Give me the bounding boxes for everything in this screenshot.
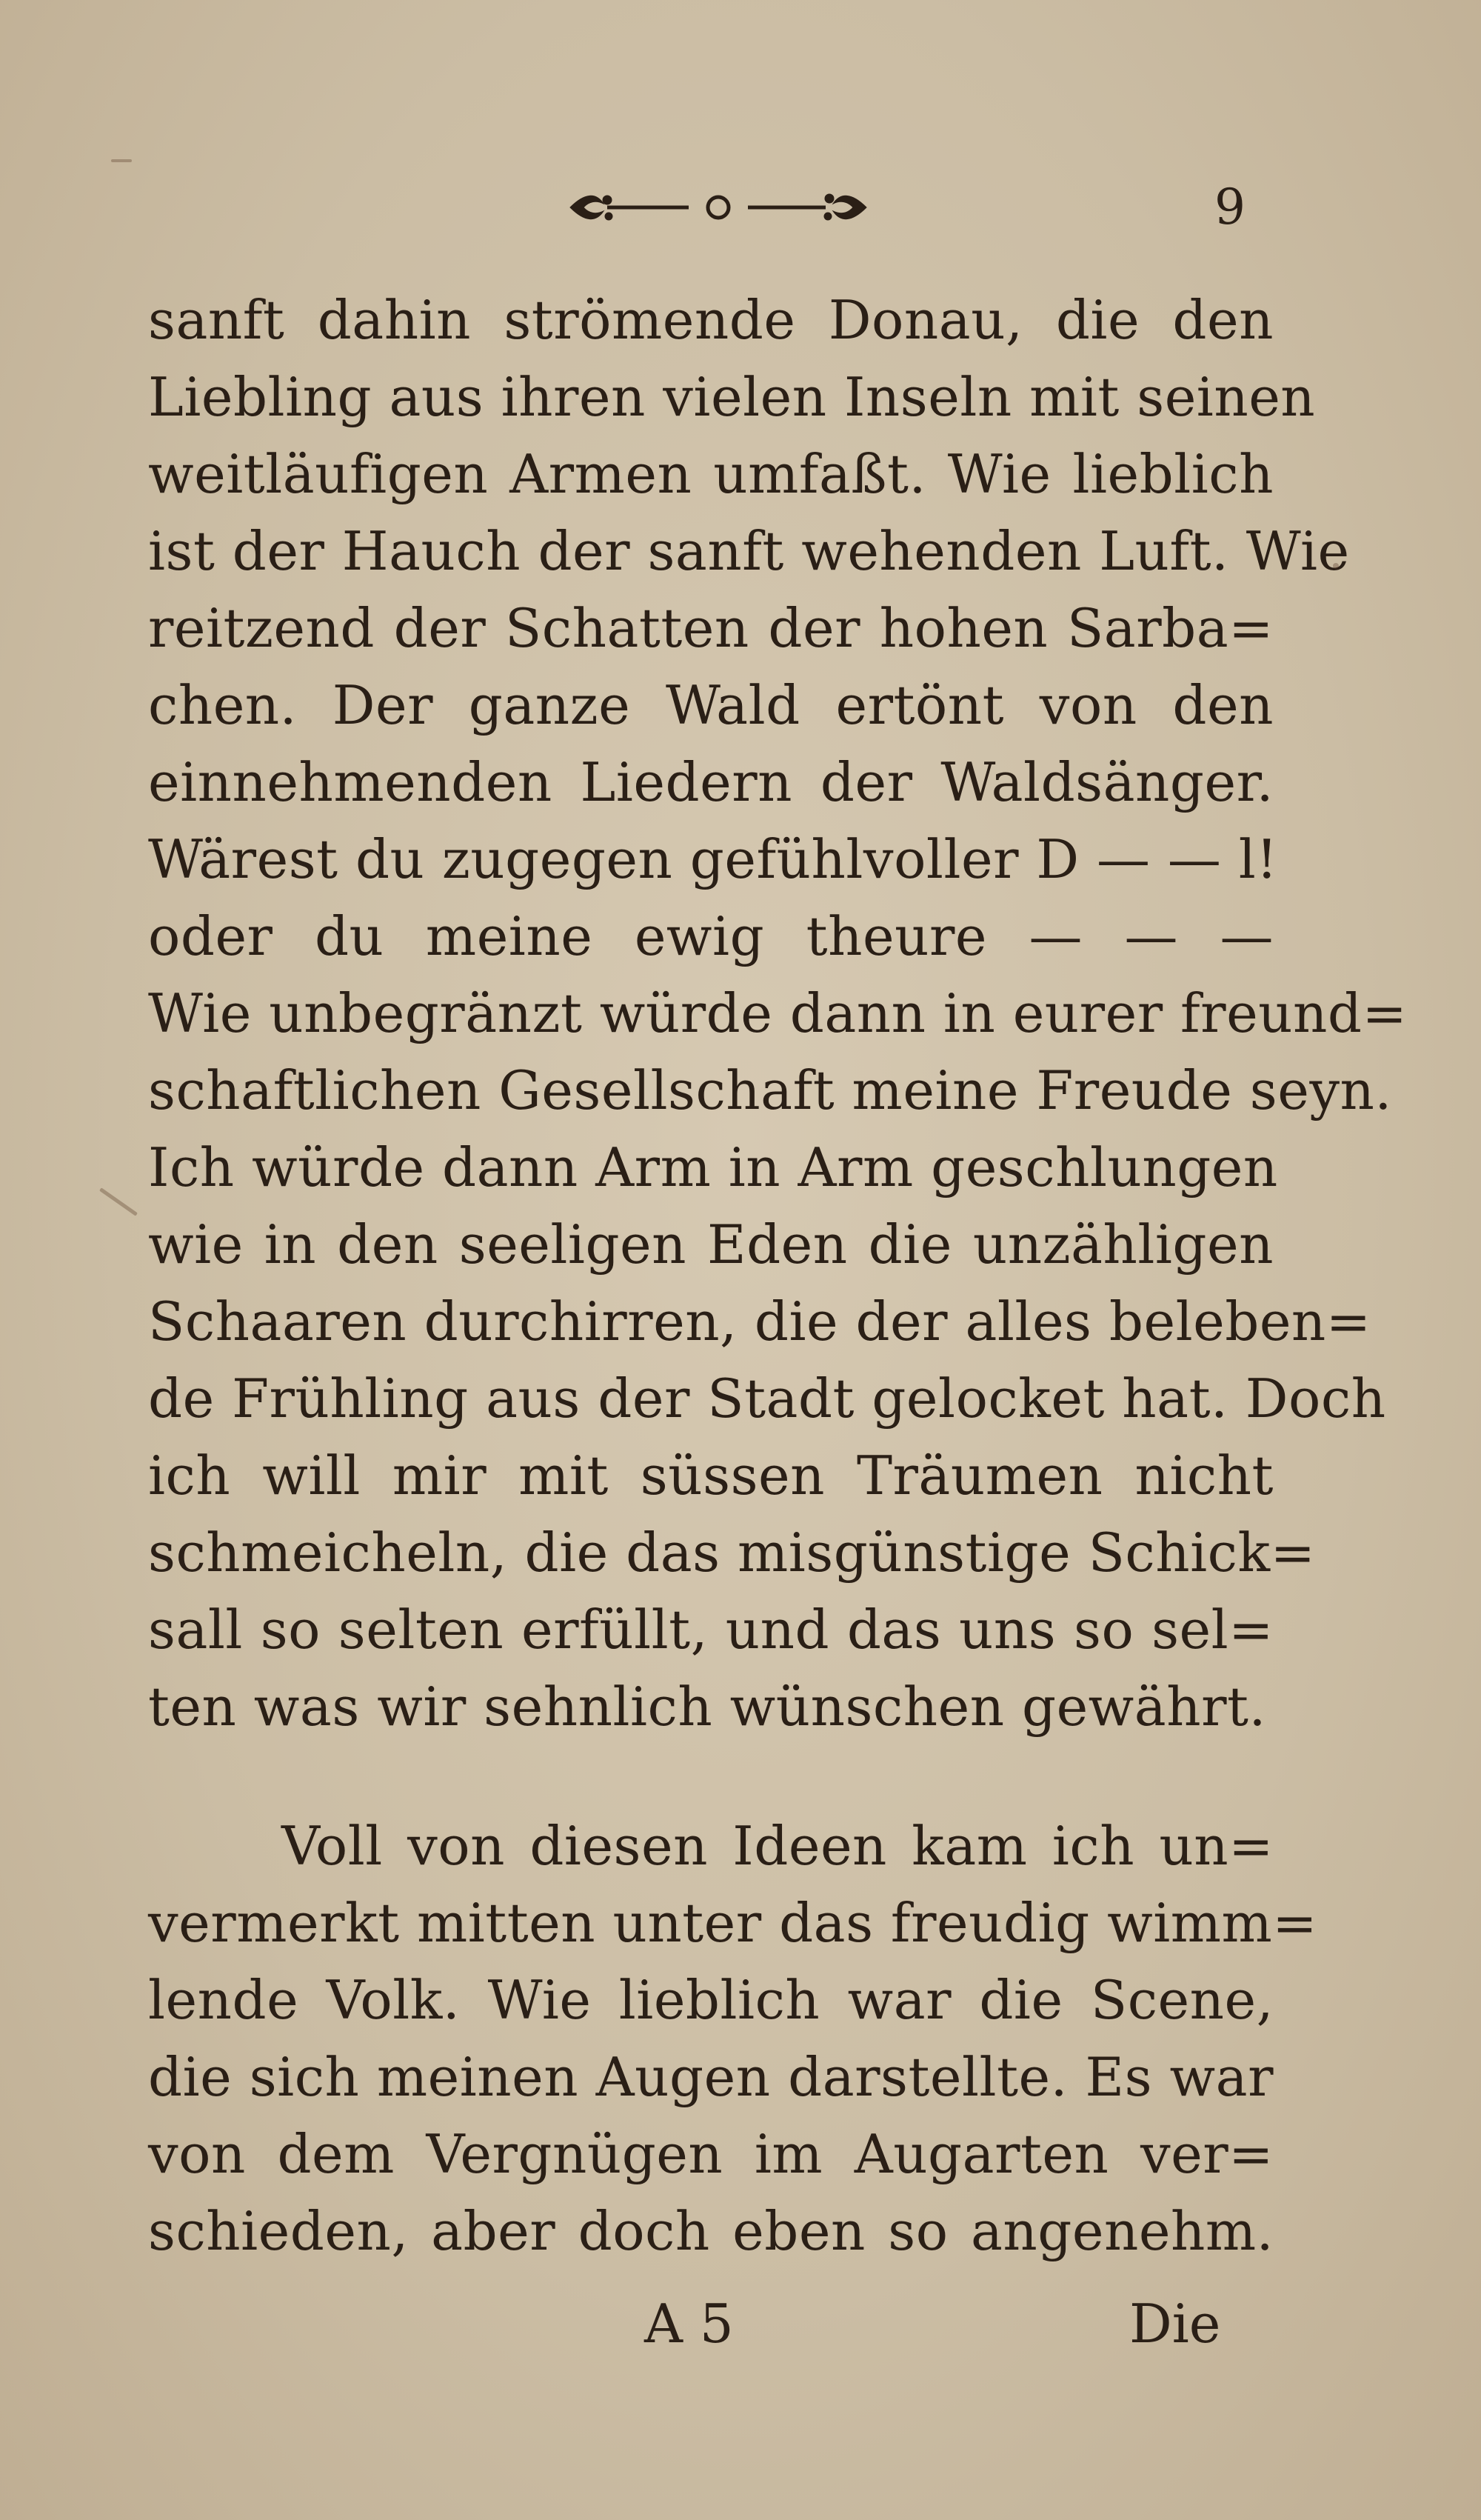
text-line: sall so selten erfüllt, und das uns so sel= xyxy=(148,1599,1274,1661)
text-line: Wie unbegränzt würde dann in eurer freund= xyxy=(148,982,1408,1044)
text-line: schieden, aber doch eben so angenehm. xyxy=(148,2200,1274,2262)
paragraph-2 xyxy=(148,1807,1318,2270)
text-line: lende Volk. Wie lieblich war die Scene, xyxy=(148,1969,1274,2031)
text-line: reitzend der Schatten der hohen Sarba= xyxy=(148,597,1274,659)
text-line: chen. Der ganze Wald ertönt von den xyxy=(148,674,1274,736)
text-line: die sich meinen Augen darstellte. Es war xyxy=(148,2046,1274,2108)
text-line: Wärest du zugegen gefühlvoller D — — l! xyxy=(148,828,1278,890)
catchword: Die xyxy=(1129,2293,1221,2355)
ink-speck xyxy=(1333,563,1339,569)
ink-speck xyxy=(99,1187,138,1216)
text-line: Liebling aus ihren vielen Inseln mit seinen xyxy=(148,366,1316,428)
text-line: de Frühling aus der Stadt gelocket hat. Doch xyxy=(148,1367,1386,1430)
fleuron-ornament-icon xyxy=(563,178,874,237)
page-number: 9 xyxy=(1214,179,1246,236)
signature-mark: A 5 xyxy=(644,2293,734,2355)
paragraph-1 xyxy=(148,281,1408,1745)
text-line: ich will mir mit süssen Träumen nicht xyxy=(148,1444,1274,1507)
ink-speck xyxy=(111,159,132,162)
text-line: Voll von diesen Ideen kam ich un= xyxy=(281,1815,1274,1877)
text-line: einnehmenden Liedern der Waldsänger. xyxy=(148,751,1274,813)
text-line: von dem Vergnügen im Augarten ver= xyxy=(148,2123,1274,2185)
text-line: sanft dahin strömende Donau, die den xyxy=(148,289,1274,351)
text-line: schmeicheln, die das misgünstige Schick= xyxy=(148,1521,1316,1584)
text-line: ist der Hauch der sanft wehenden Luft. Wie xyxy=(148,520,1350,582)
text-line: schaftlichen Gesellschaft meine Freude seyn. xyxy=(148,1059,1392,1121)
text-line: ten was wir sehnlich wünschen gewährt. xyxy=(148,1676,1266,1738)
text-line: wie in den seeligen Eden die unzähligen xyxy=(148,1213,1274,1276)
text-line: vermerkt mitten unter das freudig wimm= xyxy=(148,1892,1318,1954)
text-line: Ich würde dann Arm in Arm geschlungen xyxy=(148,1136,1278,1199)
text-line: weitläufigen Armen umfaßt. Wie lieblich xyxy=(148,443,1274,505)
text-line: oder du meine ewig theure — — — xyxy=(148,905,1274,967)
text-line: Schaaren durchirren, die der alles beleben= xyxy=(148,1290,1371,1353)
